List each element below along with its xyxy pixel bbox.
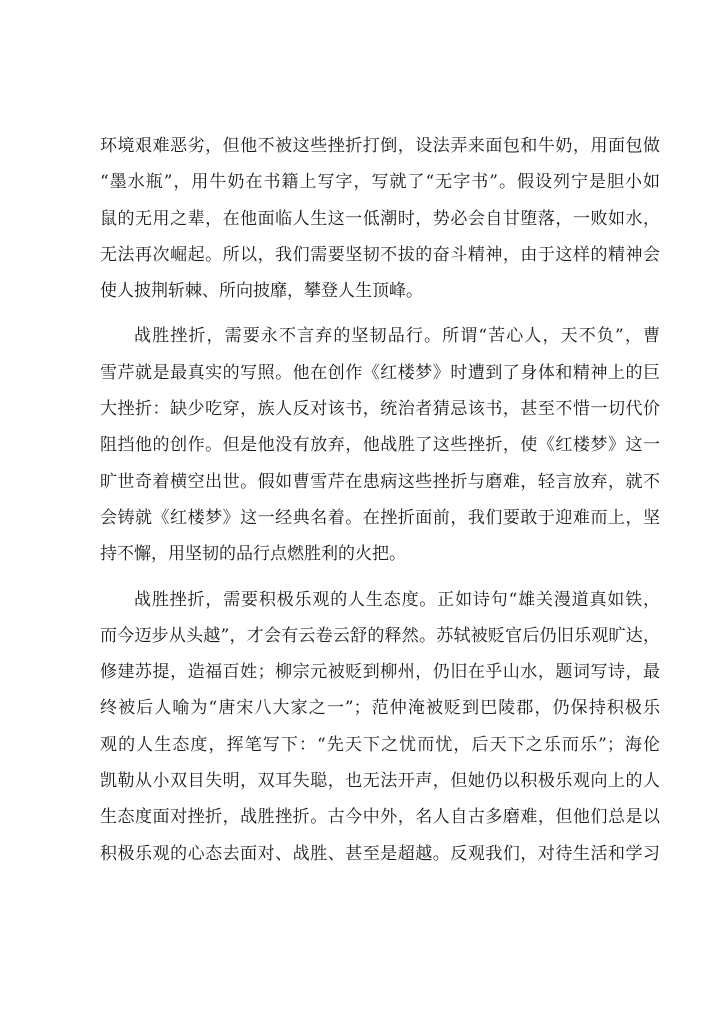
- text-line: 战胜挫折，需要永不言弃的坚韧品行。所谓“苦心人，天不负”，曹: [134, 326, 660, 347]
- essay-body: [100, 128, 660, 872]
- text-line: 而今迈步从头越”，才会有云卷云舒的释然。苏轼被贬官后仍旧乐观旷达，: [100, 625, 660, 646]
- text-line: 生态度面对挫折，战胜挫折。古今中外，名人自古多磨难，但他们总是以: [100, 807, 660, 828]
- text-line: 鼠的无用之辈，在他面临人生这一低潮时，势必会自甘堕落，一败如水，: [100, 208, 660, 229]
- text-line: 终被后人喻为“唐宋八大家之一”；范仲淹被贬到巴陵郡，仍保持积极乐: [100, 698, 660, 719]
- text-line: 雪芹就是最真实的写照。他在创作《红楼梦》时遭到了身体和精神上的巨: [100, 362, 660, 383]
- text-line: 无法再次崛起。所以，我们需要坚韧不拔的奋斗精神，由于这样的精神会: [100, 244, 660, 265]
- paragraph-1: [100, 128, 660, 309]
- text-line: 旷世奇着横空出世。假如曹雪芹在患病这些挫折与磨难，轻言放弃，就不: [100, 471, 660, 492]
- text-line: 凯勒从小双目失明，双耳失聪，也无法开声，但她仍以积极乐观向上的人: [100, 771, 660, 792]
- text-line: 大挫折：缺少吃穿，族人反对该书，统治者猜忌该书，甚至不惜一切代价: [100, 399, 660, 420]
- text-line: 阻挡他的创作。但是他没有放弃，他战胜了这些挫折，使《红楼梦》这一: [100, 435, 660, 456]
- paragraph-2: [100, 318, 660, 572]
- text-line: 持不懈，用坚韧的品行点燃胜利的火把。: [100, 544, 406, 565]
- text-line: 积极乐观的心态去面对、战胜、甚至是超越。反观我们，对待生活和学习: [100, 843, 660, 864]
- text-line: “墨水瓶”，用牛奶在书籍上写字，写就了“无字书”。假设列宁是胆小如: [100, 172, 660, 193]
- text-line: 会铸就《红楼梦》这一经典名着。在挫折面前，我们要敢于迎难而上，坚: [100, 507, 660, 528]
- text-line: 观的人生态度，挥笔写下：“先天下之忧而忧，后天下之乐而乐”；海伦: [100, 734, 660, 755]
- text-line: 使人披荆斩棘、所向披靡，攀登人生顶峰。: [100, 281, 423, 302]
- text-line: 战胜挫折，需要积极乐观的人生态度。正如诗句“雄关漫道真如铁，: [134, 589, 660, 610]
- paragraph-3: [100, 582, 660, 872]
- paragraph-spacer: [100, 573, 660, 582]
- text-line: 环境艰难恶劣，但他不被这些挫折打倒，设法弄来面包和牛奶，用面包做: [100, 136, 660, 156]
- paragraph-spacer: [100, 309, 660, 318]
- text-line: 修建苏提，造福百姓；柳宗元被贬到柳州，仍旧在乎山水，题词写诗，最: [100, 662, 660, 683]
